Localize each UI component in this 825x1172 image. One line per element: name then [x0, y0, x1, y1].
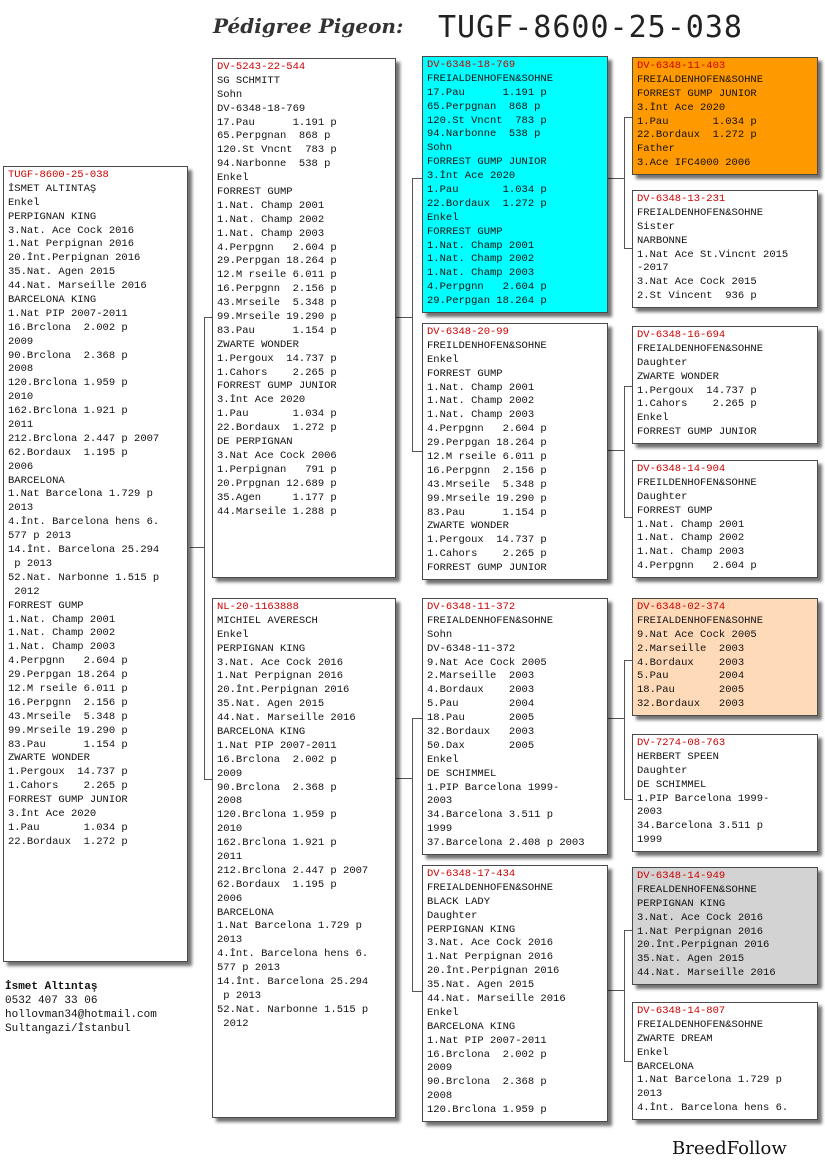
ring-number: DV-7274-08-763: [637, 737, 726, 749]
pedigree-line: FREIALDENHOFEN&SOHNE: [637, 1018, 764, 1031]
sire-dam-sire-card: [632, 326, 818, 444]
ring-number: DV-5243-22-544: [217, 61, 306, 73]
pedigree-line: 2012: [8, 585, 40, 598]
pedigree-line: FORREST GUMP: [427, 225, 503, 238]
pedigree-line: 62.Bordaux 1.195 p: [8, 446, 128, 459]
connector-dam-stem: [396, 778, 412, 779]
connector-dd-stem: [608, 990, 624, 991]
pedigree-line: 4.Perpgnn 2.604 p: [637, 560, 757, 573]
pedigree-line: Enkel: [427, 211, 459, 224]
pedigree-line: 2011: [217, 851, 243, 864]
pedigree-line: 3.Nat. Ace Cock 2016: [427, 937, 554, 950]
pedigree-line: 120.St Vncnt 783 p: [217, 144, 337, 157]
pedigree-line: 17.Pau 1.191 p: [427, 86, 547, 99]
pedigree-line: 90.Brclona 2.368 p: [427, 1076, 547, 1089]
pedigree-line: 20.İnt.Perpignan 2016: [427, 965, 560, 978]
pedigree-line: 4.Bordaux 2003: [427, 684, 535, 697]
pedigree-line: FORREST GUMP JUNIOR: [427, 156, 547, 169]
pedigree-line: 1.PIP Barcelona 1999-: [427, 781, 560, 794]
pedigree-line: FREILDENHOFEN&SOHNE: [637, 476, 757, 489]
pedigree-line: MICHIEL AVERESCH: [217, 614, 318, 627]
pedigree-line: 2.Marseille 2003: [637, 642, 745, 655]
brand-footer: BreedFollow: [672, 1138, 787, 1159]
pedigree-line: 1.Cahors 2.265 p: [8, 780, 128, 793]
pedigree-line: FORREST GUMP JUNIOR: [8, 794, 128, 807]
ring-number: DV-6348-18-769: [427, 59, 516, 71]
dam-dam-dam-card: [632, 1002, 818, 1120]
sire-sire-dam-card: [632, 190, 818, 308]
pedigree-line: FORREST GUMP: [637, 504, 713, 517]
pedigree-line: Enkel: [637, 412, 669, 425]
pedigree-line: FREIALDENHOFEN&SOHNE: [637, 614, 764, 627]
pedigree-line: Enkel: [8, 196, 40, 209]
ring-number: DV-6348-13-231: [637, 193, 726, 205]
pedigree-line: Enkel: [427, 753, 459, 766]
pedigree-line: 52.Nat. Narbonne 1.515 p: [8, 571, 160, 584]
pedigree-line: 12.M rseile 6.011 p: [8, 682, 128, 695]
pedigree-line: 35.Nat. Agen 2015: [8, 266, 116, 279]
pedigree-line: 1.Nat. Champ 2001: [637, 518, 745, 531]
pedigree-line: 65.Perpgnan 868 p: [427, 100, 541, 113]
pedigree-line: 162.Brclona 1.921 p: [8, 405, 128, 418]
pedigree-line: 2013: [637, 1088, 663, 1101]
pedigree-line: 16.Brclona 2.002 p: [217, 753, 337, 766]
pedigree-line: FREIALDENHOFEN&SOHNE: [637, 73, 764, 86]
pedigree-line: 65.Perpgnan 868 p: [217, 130, 331, 143]
ring-number: DV-6348-11-403: [637, 60, 726, 72]
pedigree-line: 1999: [427, 823, 453, 836]
pedigree-line: FORREST GUMP: [217, 186, 293, 199]
pedigree-line: 3.İnt Ace 2020: [8, 807, 97, 820]
pedigree-line: 4.İnt. Barcelona hens 6.: [637, 1102, 789, 1115]
pedigree-line: 120.Brclona 1.959 p: [217, 809, 337, 822]
sire-sire-sire-card: [632, 57, 818, 175]
pedigree-line: 1.Nat. Champ 2001: [8, 613, 116, 626]
pedigree-line: 17.Pau 1.191 p: [217, 116, 337, 129]
pedigree-line: 22.Bordaux 1.272 p: [8, 835, 128, 848]
pedigree-line: 1.Cahors 2.265 p: [637, 398, 757, 411]
pedigree-line: Sister: [637, 220, 675, 233]
connector-ds-stem: [608, 718, 624, 719]
pedigree-line: FREIALDENHOFEN&SOHNE: [427, 614, 554, 627]
pedigree-line: FORREST GUMP JUNIOR: [637, 87, 757, 100]
owner-location: Sultangazi/İstanbul: [5, 1023, 131, 1035]
pedigree-line: 120.Brclona 1.959 p: [8, 377, 128, 390]
ring-number: TUGF-8600-25-038: [8, 169, 109, 181]
pedigree-line: BARCELONA: [217, 906, 274, 919]
sire-card: [212, 58, 396, 578]
pedigree-line: BARCELONA KING: [217, 726, 306, 739]
pedigree-line: 16.Perpgnn 2.156 p: [217, 283, 337, 296]
pedigree-line: 34.Barcelona 3.511 p: [637, 820, 764, 833]
ring-number: DV-6348-14-904: [637, 463, 726, 475]
pedigree-line: 22.Bordaux 1.272 p: [217, 422, 337, 435]
pedigree-line: 29.Perpgan 18.264 p: [427, 437, 547, 450]
pedigree-line: 2009: [427, 1062, 453, 1075]
pedigree-line: 5.Pau 2004: [637, 670, 745, 683]
pedigree-line: 16.Brclona 2.002 p: [8, 321, 128, 334]
pedigree-line: 1.Pergoux 14.737 p: [427, 534, 547, 547]
pedigree-line: 94.Narbonne 538 p: [427, 128, 541, 141]
pedigree-line: 90.Brclona 2.368 p: [217, 781, 337, 794]
pedigree-line: 18.Pau 2005: [637, 684, 745, 697]
pedigree-line: 1.Nat. Champ 2002: [427, 395, 535, 408]
pedigree-line: 83.Pau 1.154 p: [8, 738, 128, 751]
pedigree-line: 1.Cahors 2.265 p: [427, 548, 547, 561]
ring-number: DV-6348-14-807: [637, 1005, 726, 1017]
pedigree-line: 2013: [217, 934, 243, 947]
pedigree-line: 120.St Vncnt 783 p: [427, 114, 547, 127]
pedigree-line: 43.Mrseile 5.348 p: [427, 478, 547, 491]
pedigree-line: Sohn: [427, 142, 453, 155]
pedigree-line: 1.Nat. Champ 2001: [427, 239, 535, 252]
pedigree-line: SG SCHMITT: [217, 74, 281, 87]
pedigree-line: Daughter: [427, 909, 478, 922]
pedigree-line: 12.M rseile 6.011 p: [427, 451, 547, 464]
pedigree-line: PERPIGNAN KING: [8, 210, 97, 223]
pedigree-line: FORREST GUMP: [8, 599, 84, 612]
owner-name: İsmet Altıntaş: [5, 981, 98, 993]
pedigree-line: 3.Nat. Ace Cock 2016: [217, 656, 344, 669]
pedigree-line: ZWARTE WONDER: [217, 338, 299, 351]
pedigree-line: 29.Perpgan 18.264 p: [8, 669, 128, 682]
pedigree-line: 2003: [637, 806, 663, 819]
pedigree-line: 35.Nat. Agen 2015: [217, 698, 325, 711]
pedigree-line: 83.Pau 1.154 p: [217, 324, 337, 337]
pedigree-line: 44.Nat. Marseille 2016: [427, 993, 566, 1006]
pedigree-line: 44.Nat. Marseille 2016: [8, 280, 147, 293]
pedigree-line: 212.Brclona 2.447 p 2007: [217, 864, 369, 877]
pedigree-line: 35.Nat. Agen 2015: [427, 979, 535, 992]
pedigree-line: 20.İnt.Perpignan 2016: [8, 252, 141, 265]
pedigree-line: 16.Perpgnn 2.156 p: [8, 696, 128, 709]
pedigree-line: 3.Nat Ace Cock 2015: [637, 276, 757, 289]
pedigree-line: 50.Dax 2005: [427, 739, 535, 752]
connector-gen1-stem: [190, 547, 204, 548]
pedigree-line: 1.Nat. Champ 2001: [427, 381, 535, 394]
pedigree-line: 4.İnt. Barcelona hens 6.: [8, 516, 160, 529]
ring-number: DV-6348-17-434: [427, 868, 516, 880]
pedigree-line: Sohn: [427, 628, 453, 641]
pedigree-line: 99.Mrseile 19.290 p: [427, 492, 547, 505]
pedigree-line: 29.Perpgan 18.264 p: [217, 255, 337, 268]
pedigree-line: 62.Bordaux 1.195 p: [217, 878, 337, 891]
pedigree-line: 5.Pau 2004: [427, 698, 535, 711]
pedigree-line: DE PERPIGNAN: [217, 436, 293, 449]
pedigree-line: -2017: [637, 262, 669, 275]
pedigree-line: 16.Brclona 2.002 p: [427, 1048, 547, 1061]
pedigree-line: 1.Nat. Champ 2001: [217, 199, 325, 212]
pedigree-line: 1.Nat Ace St.Vincnt 2015: [637, 248, 789, 261]
pedigree-line: 3.Nat Ace Cock 2006: [217, 449, 337, 462]
pedigree-line: 4.Bordaux 2003: [637, 656, 745, 669]
pedigree-line: 1.Pau 1.034 p: [8, 821, 128, 834]
pedigree-line: 22.Bordaux 1.272 p: [637, 129, 757, 142]
pedigree-line: 32.Bordaux 2003: [637, 698, 745, 711]
pedigree-line: 1.Nat PIP 2007-2011: [8, 307, 128, 320]
pedigree-line: 99.Mrseile 19.290 p: [217, 311, 337, 324]
pedigree-line: Enkel: [427, 1006, 459, 1019]
pedigree-line: 1.Nat Perpignan 2016: [427, 951, 554, 964]
pedigree-line: 1.Pergoux 14.737 p: [8, 766, 128, 779]
pedigree-line: 83.Pau 1.154 p: [427, 506, 547, 519]
pedigree-line: 1.Nat. Champ 2003: [427, 409, 535, 422]
pedigree-line: 52.Nat. Narbonne 1.515 p: [217, 1003, 369, 1016]
pedigree-line: 44.Marseile 1.288 p: [217, 505, 337, 518]
pedigree-line: 20.İnt.Perpignan 2016: [217, 684, 350, 697]
owner-email: hollovman34@hotmail.com: [5, 1009, 157, 1021]
pedigree-line: 2.Marseille 2003: [427, 670, 535, 683]
connector-sd-stem: [608, 450, 624, 451]
pedigree-line: 44.Nat. Marseille 2016: [637, 967, 776, 980]
pedigree-line: FORREST GUMP JUNIOR: [637, 426, 757, 439]
pedigree-line: 2009: [8, 335, 34, 348]
pedigree-line: BARCELONA KING: [427, 1020, 516, 1033]
pigeon-ring-number: TUGF-8600-25-038: [438, 10, 743, 45]
pedigree-line: 2013: [8, 502, 34, 515]
pedigree-line: DV-6348-18-769: [217, 102, 306, 115]
pedigree-line: 2006: [8, 460, 34, 473]
pedigree-line: 1.Pau 1.034 p: [637, 115, 757, 128]
pedigree-line: FREIALDENHOFEN&SOHNE: [637, 342, 764, 355]
pedigree-line: 9.Nat Ace Cock 2005: [637, 628, 757, 641]
pedigree-line: 1.Nat. Champ 2003: [8, 641, 116, 654]
pedigree-line: FREILDENHOFEN&SOHNE: [427, 339, 547, 352]
pedigree-line: 3.Nat. Ace Cock 2016: [8, 224, 135, 237]
ring-number: DV-6348-14-949: [637, 870, 726, 882]
pedigree-line: 1.Pau 1.034 p: [217, 408, 337, 421]
pedigree-line: 1.Nat Barcelona 1.729 p: [637, 1074, 782, 1087]
pedigree-line: FREALDENHOFEN&SOHNE: [637, 883, 757, 896]
pedigree-line: 4.Perpgnn 2.604 p: [8, 655, 128, 668]
pedigree-line: 2006: [217, 892, 243, 905]
ring-number: DV-6348-02-374: [637, 601, 726, 613]
subject-pigeon-card: [3, 166, 188, 962]
pedigree-line: 20.İnt.Perpignan 2016: [637, 939, 770, 952]
pedigree-line: PERPIGNAN KING: [217, 642, 306, 655]
pedigree-line: 1.Nat Perpignan 2016: [8, 238, 135, 251]
connector-sire-stem: [396, 317, 412, 318]
pedigree-line: FORREST GUMP JUNIOR: [217, 380, 337, 393]
pedigree-line: 3.İnt Ace 2020: [637, 101, 726, 114]
pedigree-line: 1.Pergoux 14.737 p: [217, 352, 337, 365]
dam-sire-card: [422, 598, 608, 855]
pedigree-line: 1.Nat Perpignan 2016: [637, 925, 764, 938]
pedigree-line: 120.Brclona 1.959 p: [427, 1104, 547, 1117]
pedigree-line: ZWARTE WONDER: [637, 370, 719, 383]
pedigree-line: 3.İnt Ace 2020: [427, 170, 516, 183]
pedigree-line: 3.Nat. Ace Cock 2016: [637, 911, 764, 924]
dam-sire-sire-card: [632, 598, 818, 716]
pedigree-line: 2010: [8, 391, 34, 404]
pedigree-line: DE SCHIMMEL: [637, 778, 707, 791]
pedigree-line: 16.Perpgnn 2.156 p: [427, 464, 547, 477]
pedigree-line: BLACK LADY: [427, 895, 491, 908]
pedigree-line: 29.Perpgan 18.264 p: [427, 295, 547, 308]
pedigree-line: p 2013: [8, 557, 53, 570]
pedigree-line: 3.Ace IFC4000 2006: [637, 157, 751, 170]
pedigree-line: 14.İnt. Barcelona 25.294: [217, 976, 369, 989]
pedigree-line: ZWARTE WONDER: [427, 520, 509, 533]
pedigree-line: 35.Agen 1.177 p: [217, 491, 337, 504]
pedigree-line: 99.Mrseile 19.290 p: [8, 724, 128, 737]
owner-contact: [5, 980, 157, 1036]
pedigree-line: 1.Nat. Champ 2003: [637, 546, 745, 559]
pedigree-line: 1.Pau 1.034 p: [427, 184, 547, 197]
pedigree-line: 1.Nat. Champ 2003: [427, 267, 535, 280]
pedigree-line: 1.Nat. Champ 2002: [637, 532, 745, 545]
pedigree-line: Enkel: [637, 1046, 669, 1059]
pedigree-line: 9.Nat Ace Cock 2005: [427, 656, 547, 669]
pedigree-line: NARBONNE: [637, 234, 688, 247]
pedigree-line: ZWARTE WONDER: [8, 752, 90, 765]
pedigree-line: 1.Nat Barcelona 1.729 p: [217, 920, 362, 933]
pedigree-line: 2008: [217, 795, 243, 808]
dam-dam-card: [422, 865, 608, 1122]
pedigree-line: 90.Brclona 2.368 p: [8, 349, 128, 362]
pedigree-line: 1.Nat Perpignan 2016: [217, 670, 344, 683]
pedigree-line: PERPIGNAN KING: [427, 923, 516, 936]
dam-dam-sire-card: [632, 867, 818, 985]
pedigree-line: 1.Nat PIP 2007-2011: [427, 1034, 547, 1047]
pedigree-line: 212.Brclona 2.447 p 2007: [8, 432, 160, 445]
pedigree-line: Sohn: [217, 88, 243, 101]
pedigree-line: 32.Bordaux 2003: [427, 726, 535, 739]
pedigree-line: İSMET ALTINTAŞ: [8, 182, 97, 195]
pedigree-line: Daughter: [637, 356, 688, 369]
pedigree-line: Father: [637, 143, 675, 156]
pedigree-line: 44.Nat. Marseille 2016: [217, 712, 356, 725]
pedigree-line: 1.Perpignan 791 p: [217, 463, 337, 476]
owner-phone: 0532 407 33 06: [5, 995, 98, 1007]
pedigree-line: 34.Barcelona 3.511 p: [427, 809, 554, 822]
ring-number: NL-20-1163888: [217, 601, 299, 613]
pedigree-line: 1.Nat. Champ 2002: [427, 253, 535, 266]
pedigree-line: 2010: [217, 823, 243, 836]
pedigree-line: PERPIGNAN KING: [637, 897, 726, 910]
pedigree-line: DV-6348-11-372: [427, 642, 516, 655]
pedigree-line: 4.Perpgnn 2.604 p: [427, 423, 547, 436]
pedigree-line: 4.İnt. Barcelona hens 6.: [217, 948, 369, 961]
pedigree-line: 2012: [217, 1017, 249, 1030]
ring-number: DV-6348-16-694: [637, 329, 726, 341]
ring-number: DV-6348-20-99: [427, 326, 509, 338]
pedigree-line: 577 p 2013: [8, 530, 72, 543]
pedigree-line: 20.Prpgnan 12.689 p: [217, 477, 337, 490]
pedigree-line: FREIALDENHOFEN&SOHNE: [637, 206, 764, 219]
pedigree-line: 14.İnt. Barcelona 25.294: [8, 544, 160, 557]
pedigree-line: FORREST GUMP: [427, 367, 503, 380]
pedigree-line: ZWARTE DREAM: [637, 1032, 713, 1045]
pedigree-line: HERBERT SPEEN: [637, 750, 719, 763]
pedigree-line: FORREST GUMP JUNIOR: [427, 562, 547, 575]
pedigree-line: 2009: [217, 767, 243, 780]
connector-ss-stem: [608, 178, 624, 179]
pedigree-line: 18.Pau 2005: [427, 712, 535, 725]
pedigree-line: 35.Nat. Agen 2015: [637, 953, 745, 966]
pedigree-line: 1.Nat. Champ 2002: [217, 213, 325, 226]
dam-card: [212, 598, 396, 1118]
pedigree-line: 43.Mrseile 5.348 p: [8, 710, 128, 723]
pedigree-line: 94.Narbonne 538 p: [217, 158, 331, 171]
pedigree-line: 1.Cahors 2.265 p: [217, 366, 337, 379]
pedigree-line: 1.Nat PIP 2007-2011: [217, 739, 337, 752]
pedigree-line: 12.M rseile 6.011 p: [217, 269, 337, 282]
pedigree-line: 1.Nat Barcelona 1.729 p: [8, 488, 153, 501]
pedigree-line: BARCELONA KING: [8, 294, 97, 307]
pedigree-line: 1.Pergoux 14.737 p: [637, 384, 757, 397]
pedigree-line: 2008: [8, 363, 34, 376]
sire-sire-card: [422, 56, 608, 313]
pedigree-line: 2003: [427, 795, 453, 808]
pedigree-line: 2.St Vincent 936 p: [637, 290, 757, 303]
pedigree-line: Enkel: [217, 172, 249, 185]
pedigree-line: 22.Bordaux 1.272 p: [427, 197, 547, 210]
dam-sire-dam-card: [632, 734, 818, 852]
pedigree-line: 4.Perpgnn 2.604 p: [427, 281, 547, 294]
pedigree-line: DE SCHIMMEL: [427, 767, 497, 780]
pedigree-line: 37.Barcelona 2.408 p 2003: [427, 837, 585, 850]
sire-dam-card: [422, 323, 608, 580]
pedigree-line: 162.Brclona 1.921 p: [217, 837, 337, 850]
ring-number: DV-6348-11-372: [427, 601, 516, 613]
pedigree-line: 577 p 2013: [217, 962, 281, 975]
pedigree-line: 1999: [637, 834, 663, 847]
pedigree-line: BARCELONA: [8, 474, 65, 487]
pedigree-line: p 2013: [217, 989, 262, 1002]
pedigree-line: Enkel: [217, 628, 249, 641]
pedigree-line: FREIALDENHOFEN&SOHNE: [427, 881, 554, 894]
pedigree-line: 2008: [427, 1090, 453, 1103]
sire-dam-dam-card: [632, 460, 818, 578]
pedigree-line: Daughter: [637, 490, 688, 503]
pedigree-line: 43.Mrseile 5.348 p: [217, 297, 337, 310]
pedigree-line: 1.PIP Barcelona 1999-: [637, 792, 770, 805]
pedigree-line: 1.Nat. Champ 2002: [8, 627, 116, 640]
pedigree-line: BARCELONA: [637, 1060, 694, 1073]
pedigree-line: FREIALDENHOFEN&SOHNE: [427, 72, 554, 85]
pedigree-line: 2011: [8, 419, 34, 432]
pedigree-line: Daughter: [637, 764, 688, 777]
pedigree-line: 1.Nat. Champ 2003: [217, 227, 325, 240]
pedigree-title: Pédigree Pigeon:: [213, 14, 404, 38]
pedigree-line: 4.Perpgnn 2.604 p: [217, 241, 337, 254]
pedigree-line: 3.İnt Ace 2020: [217, 394, 306, 407]
pedigree-line: Enkel: [427, 353, 459, 366]
